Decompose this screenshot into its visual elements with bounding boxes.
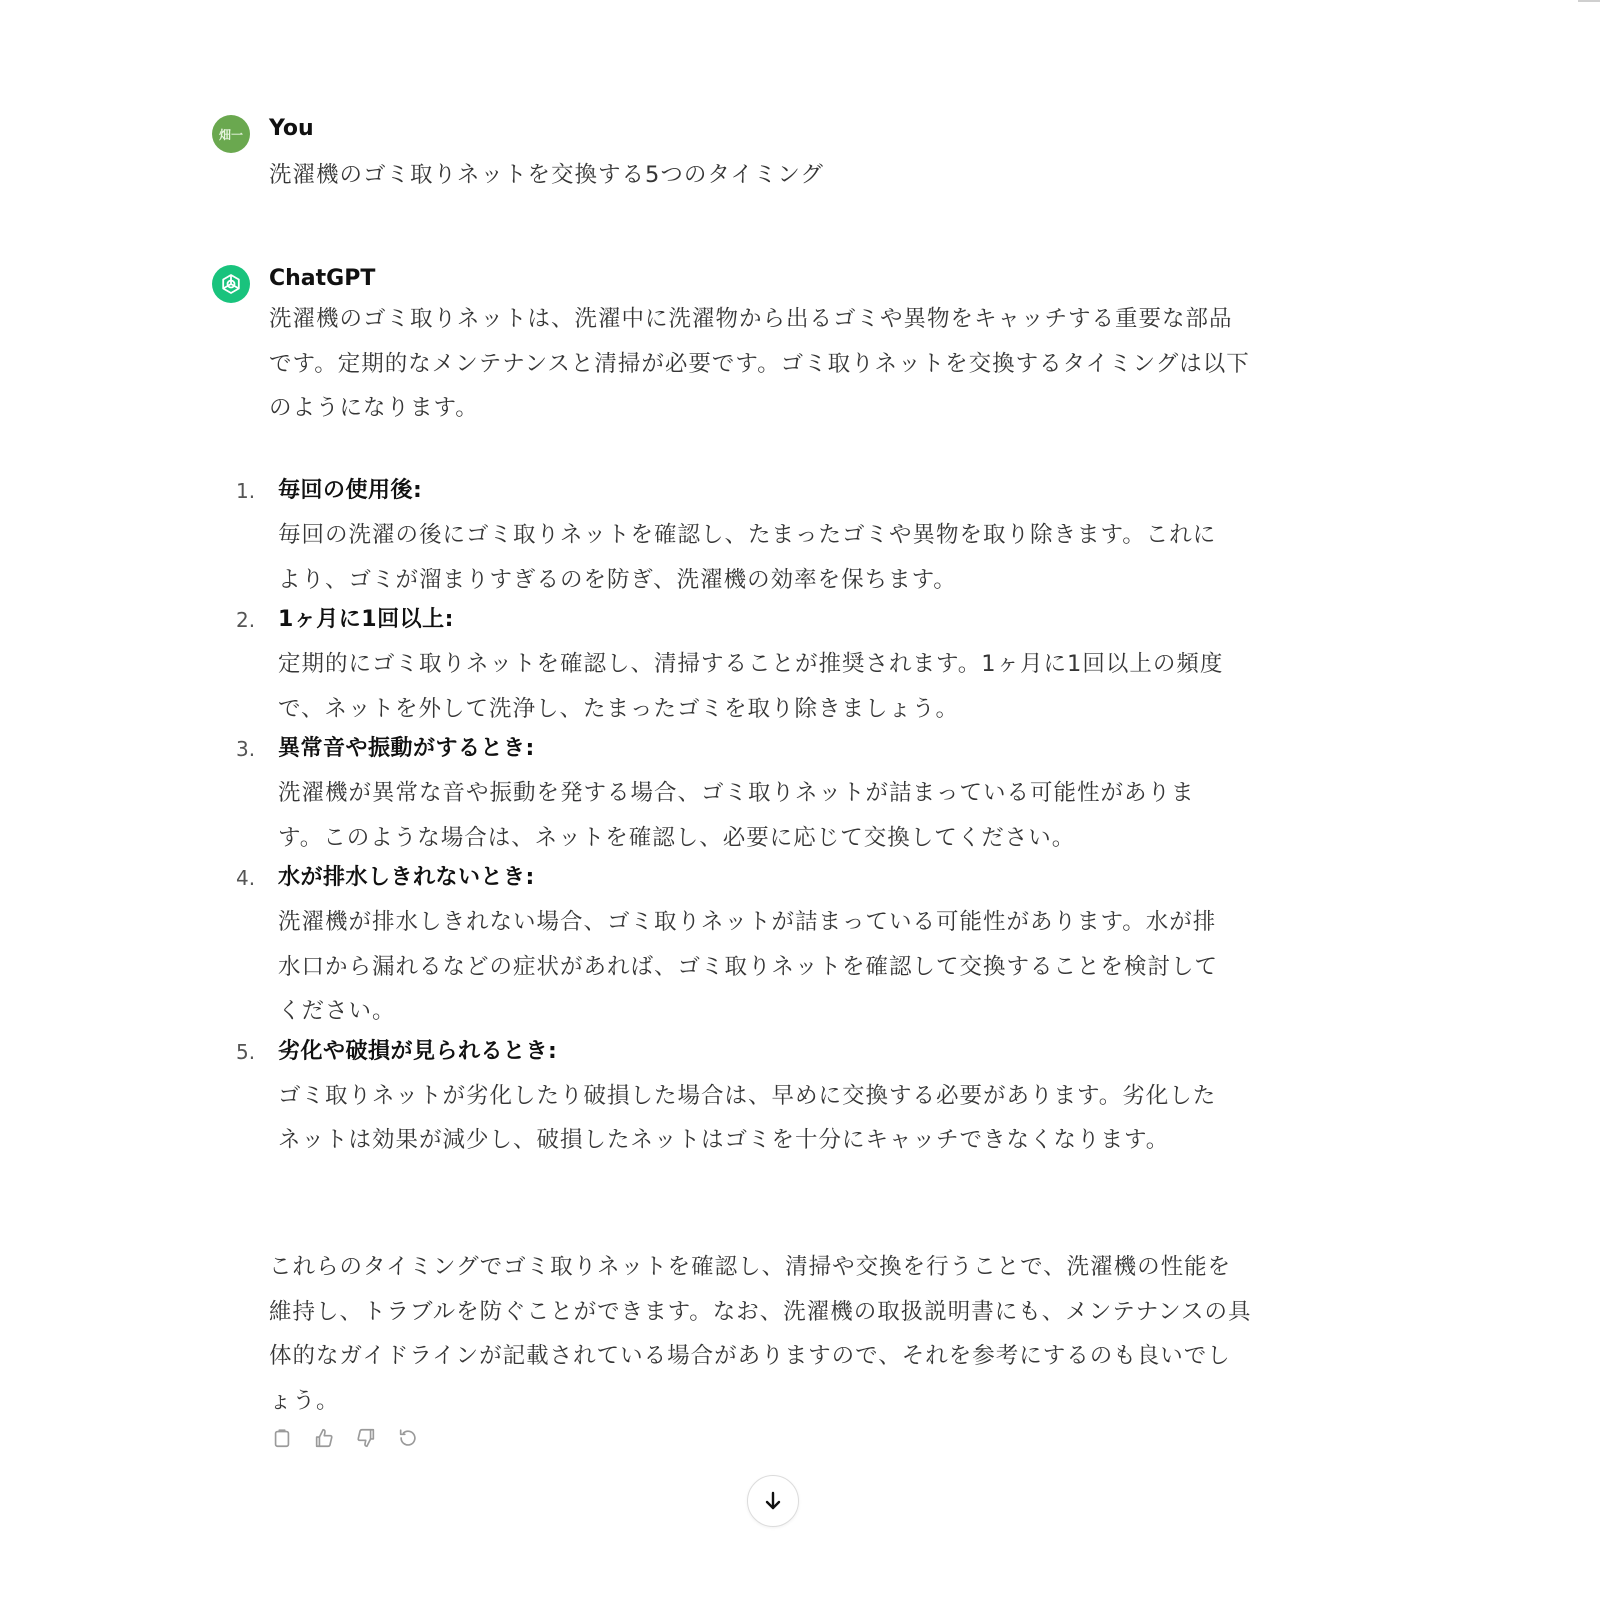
list-item-number: 5. [236,1039,256,1064]
list-item-title: 水が排水しきれないとき: [278,865,535,890]
chatgpt-logo-icon [212,265,250,303]
list-item [236,731,1246,860]
clipboard-icon [271,1427,293,1449]
list-item-number: 4. [236,866,256,890]
list-item-description: 定期的にゴミ取りネットを確認し、清掃することが推奨されます。1ヶ月に1回以上の頻度で、ネットを外して洗浄し、たまったゴミを取り除きましょう。 [278,651,1224,722]
user-message-text: 洗濯機のゴミ取りネットを交換する5つのタイミング [269,162,824,188]
list-item-title: 毎回の使用後: [278,478,423,503]
thumbs-up-icon [313,1427,335,1449]
list-item-description: 毎回の洗濯の後にゴミ取りネットを確認し、たまったゴミや異物を取り除きます。これにより、ゴミが溜まりすぎるのを防ぎ、洗濯機の効率を保ちます。 [278,522,1217,593]
user-message [212,115,1252,205]
assistant-intro-text: 洗濯機のゴミ取りネットは、洗濯中に洗濯物から出るゴミや異物をキャッチする重要な部品です。定期的なメンテナンスと清掃が必要です。ゴミ取りネットを交換するタイミングは以下のようになります。 [269,306,1250,421]
thumbs-down-icon [355,1427,377,1449]
regenerate-button[interactable] [395,1425,421,1451]
list-item-title: 異常音や振動がするとき: [278,736,535,761]
list-item [236,860,1246,1034]
refresh-icon [397,1427,419,1449]
message-actions [269,1425,421,1451]
assistant-outro-text: これらのタイミングでゴミ取りネットを確認し、清掃や交換を行うことで、洗濯機の性能を維持し、トラブルを防ぐことができます。なお、洗濯機の取扱説明書にも、メンテナンスの具体的なガイドラインが記載されている場合がありますので、それを参考にするのも良いでしょう。 [269,1254,1252,1414]
list-item-number: 1. [236,479,256,503]
list-item-description: 洗濯機が異常な音や振動を発する場合、ゴミ取りネットが詰まっている可能性があります。このような場合は、ネットを確認し、必要に応じて交換してください。 [278,780,1195,851]
list-item-title: 劣化や破損が見られるとき: [278,1038,558,1064]
user-author-name: You [269,116,314,141]
user-avatar-text: 畑一 [218,127,243,142]
list-item-number: 2. [236,608,256,632]
assistant-author-name: ChatGPT [269,266,376,291]
list-item-number: 3. [236,737,256,761]
list-item-description: 洗濯機が排水しきれない場合、ゴミ取りネットが詰まっている可能性があります。水が排水口から漏れるなどの症状があれば、ゴミ取りネットを確認して交換することを検討してください。 [278,909,1219,1024]
list-item-title: 1ヶ月に1回以上: [278,607,454,632]
window-corner-mark [1578,0,1600,2]
thumbs-up-button[interactable] [311,1425,337,1451]
timing-list [236,473,1246,1163]
arrow-down-icon [761,1489,785,1513]
list-item [236,1034,1246,1163]
copy-button[interactable] [269,1425,295,1451]
assistant-message [212,265,1252,1495]
list-item [236,602,1246,731]
thumbs-down-button[interactable] [353,1425,379,1451]
list-item [236,473,1246,602]
user-avatar [212,115,250,153]
scroll-to-bottom-button[interactable] [747,1475,799,1527]
list-item-description: ゴミ取りネットが劣化したり破損した場合は、早めに交換する必要があります。劣化したネットは効果が減少し、破損したネットはゴミを十分にキャッチできなくなります。 [278,1082,1217,1153]
